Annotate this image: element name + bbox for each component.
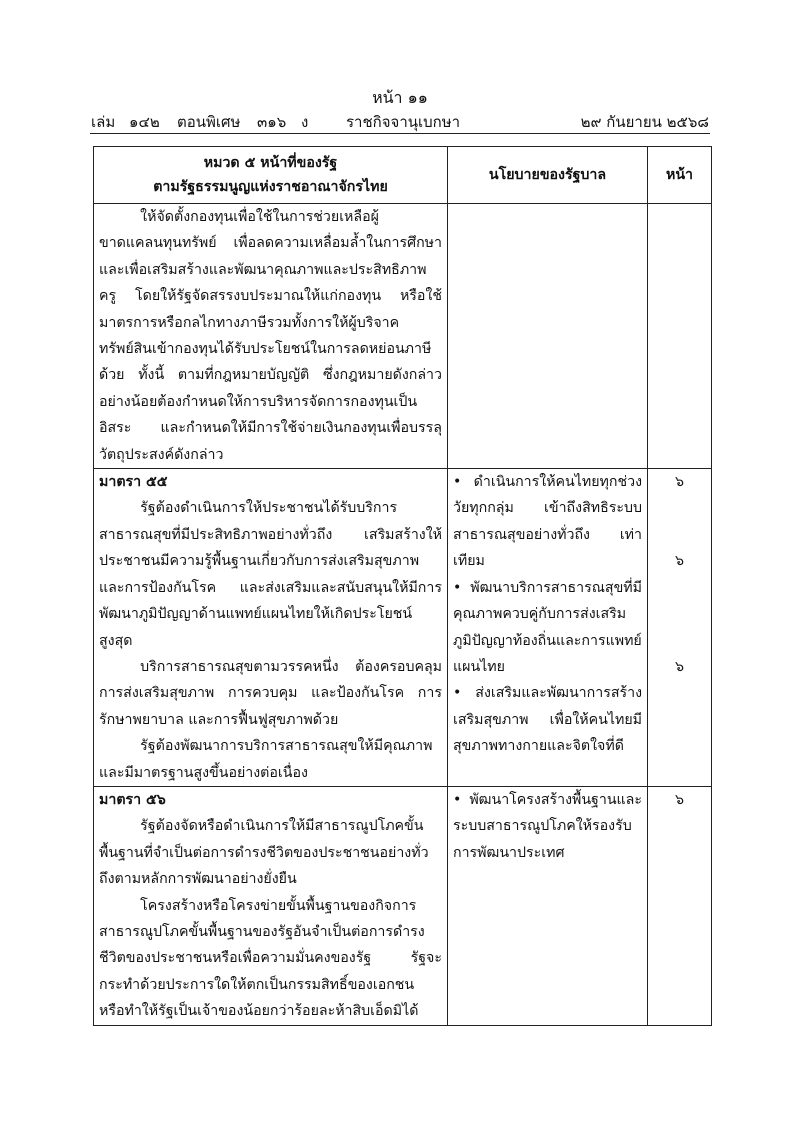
section-55-paragraph-3: รัฐต้องพัฒนาการบริการสาธารณสุขให้มีคุณภาพและมีมาตรฐานสูงขึ้นอย่างต่อเนื่อง (99, 738, 433, 781)
gazette-name: ราชกิจจานุเบกษา (346, 113, 461, 131)
section-letter: ง (301, 113, 309, 131)
header-constitution-title: ตามรัฐธรรมนูญแห่งราชอาณาจักรไทย (153, 179, 388, 195)
volume-number: ๑๔๒ (129, 113, 160, 131)
spacer (653, 495, 706, 548)
fund-paragraph: ให้จัดตั้งกองทุนเพื่อใช้ในการช่วยเหลือผู้ขาดแคลนทุนทรัพย์ เพื่อลดความเหลื่อมล้ำในการศึกษา และเพื่อเสริมสร้างและพัฒนาคุณภาพและประสิทธิภาพครู โดยให้รัฐจัดสรรงบประมาณให้แก่กองทุน หรือใช้มาตรการหรือกลไกทางภาษีรวมทั้งการให้ผู้บริจาคทรัพย์สินเข้ากองทุนได้รับประโยชน์ในการลดหย่อนภาษีด้วย ทั้งนี้ ตามที่กฎหมายบัญญัติ ซึ่งกฎหมายดังกล่าวอย่างน้อยต้องกำหนดให้การบริหารจัดการกองทุนเป็นอิสระ และกำหนดให้มีการใช้จ่ายเงินกองทุนเพื่อบรรลุวัตถุประสงค์ดังกล่าว (99, 209, 442, 463)
constitution-cell (94, 786, 448, 1025)
gazette-header (91, 110, 709, 132)
policy-item: • ส่งเสริมและพัฒนาการสร้างเสริมสุขภาพ เพื่อให้คนไทยมีสุขภาพทางกายและจิตใจที่ดี (453, 685, 642, 755)
policy-item: • พัฒนาโครงสร้างพื้นฐานและระบบสาธารณูปโภคให้รองรับการพัฒนาประเทศ (453, 791, 642, 861)
policy-item: • พัฒนาบริการสาธารณสุขที่มีคุณภาพควบคู่กับการส่งเสริมภูมิปัญญาท้องถิ่นและการแพทย์แผนไทย (453, 579, 642, 675)
spacer (653, 627, 706, 653)
table-row (94, 204, 712, 469)
policy-cell (448, 204, 648, 469)
spacer (653, 575, 706, 628)
page-cell (648, 204, 712, 469)
header-constitution (94, 147, 448, 204)
section-55-paragraph-2: บริการสาธารณสุขตามวรรคหนึ่ง ต้องครอบคลุมการส่งเสริมสุขภาพ การควบคุม และป้องกันโรค การรักษาพยาบาล และการฟื้นฟูสุขภาพด้วย (99, 658, 442, 728)
header-page: หน้า (648, 147, 712, 204)
constitution-cell (94, 204, 448, 469)
section-56-paragraph-1: รัฐต้องจัดหรือดำเนินการให้มีสาธารณูปโภคขั้นพื้นฐานที่จำเป็นต่อการดำรงชีวิตของประชาชนอย่างทั่วถึงตามหลักการพัฒนาอย่างยั่งยืน (99, 818, 429, 888)
table-header-row (94, 147, 712, 204)
header-rule (90, 133, 710, 134)
page-cell (648, 786, 712, 1025)
page-ref: ๖ (674, 791, 684, 808)
policy-table (93, 146, 712, 1026)
page-ref: ๖ (674, 553, 684, 570)
issue-label: ตอนพิเศษ (177, 113, 241, 131)
policy-cell (448, 469, 648, 787)
constitution-cell (94, 469, 448, 787)
section-56-paragraph-2: โครงสร้างหรือโครงข่ายขั้นพื้นฐานของกิจการสาธารณูปโภคขั้นพื้นฐานของรัฐอันจำเป็นต่อการดำรงชีวิตของประชาชนหรือเพื่อความมั่นคงของรัฐ รัฐจะกระทำด้วยประการใดให้ตกเป็นกรรมสิทธิ์ของเอกชน หรือทำให้รัฐเป็นเจ้าของน้อยกว่าร้อยละห้าสิบเอ็ดมิได้ (99, 897, 442, 1020)
page-ref: ๖ (674, 658, 684, 675)
issue-number: ๓๑๖ (257, 113, 287, 131)
policy-item: • ดำเนินการให้คนไทยทุกช่วงวัยทุกกลุ่ม เข้าถึงสิทธิระบบสาธารณสุขอย่างทั่วถึง เท่าเทียม (453, 474, 642, 570)
page-ref: ๖ (674, 474, 684, 491)
table-row (94, 786, 712, 1025)
page-number: หน้า ๑๑ (372, 88, 428, 107)
header-chapter-title: หมวด ๕ หน้าที่ของรัฐ (203, 155, 338, 171)
section-55-paragraph-1: รัฐต้องดำเนินการให้ประชาชนได้รับบริการสาธารณสุขที่มีประสิทธิภาพอย่างทั่วถึง เสริมสร้างให้ประชาชนมีความรู้พื้นฐานเกี่ยวกับการส่งเสริมสุขภาพและการป้องกันโรค และส่งเสริมและสนับสนุนให้มีการพัฒนาภูมิปัญญาด้านแพทย์แผนไทยให้เกิดประโยชน์สูงสุด (99, 500, 442, 649)
section-55-title: มาตรา ๕๕ (99, 474, 168, 491)
volume-label: เล่ม (91, 113, 116, 131)
section-56-title: มาตรา ๕๖ (99, 791, 166, 808)
page-cell (648, 469, 712, 787)
publication-date: ๒๙ กันยายน ๒๕๖๘ (580, 113, 709, 131)
policy-cell (448, 786, 648, 1025)
table-row (94, 469, 712, 787)
header-policy: นโยบายของรัฐบาล (448, 147, 648, 204)
